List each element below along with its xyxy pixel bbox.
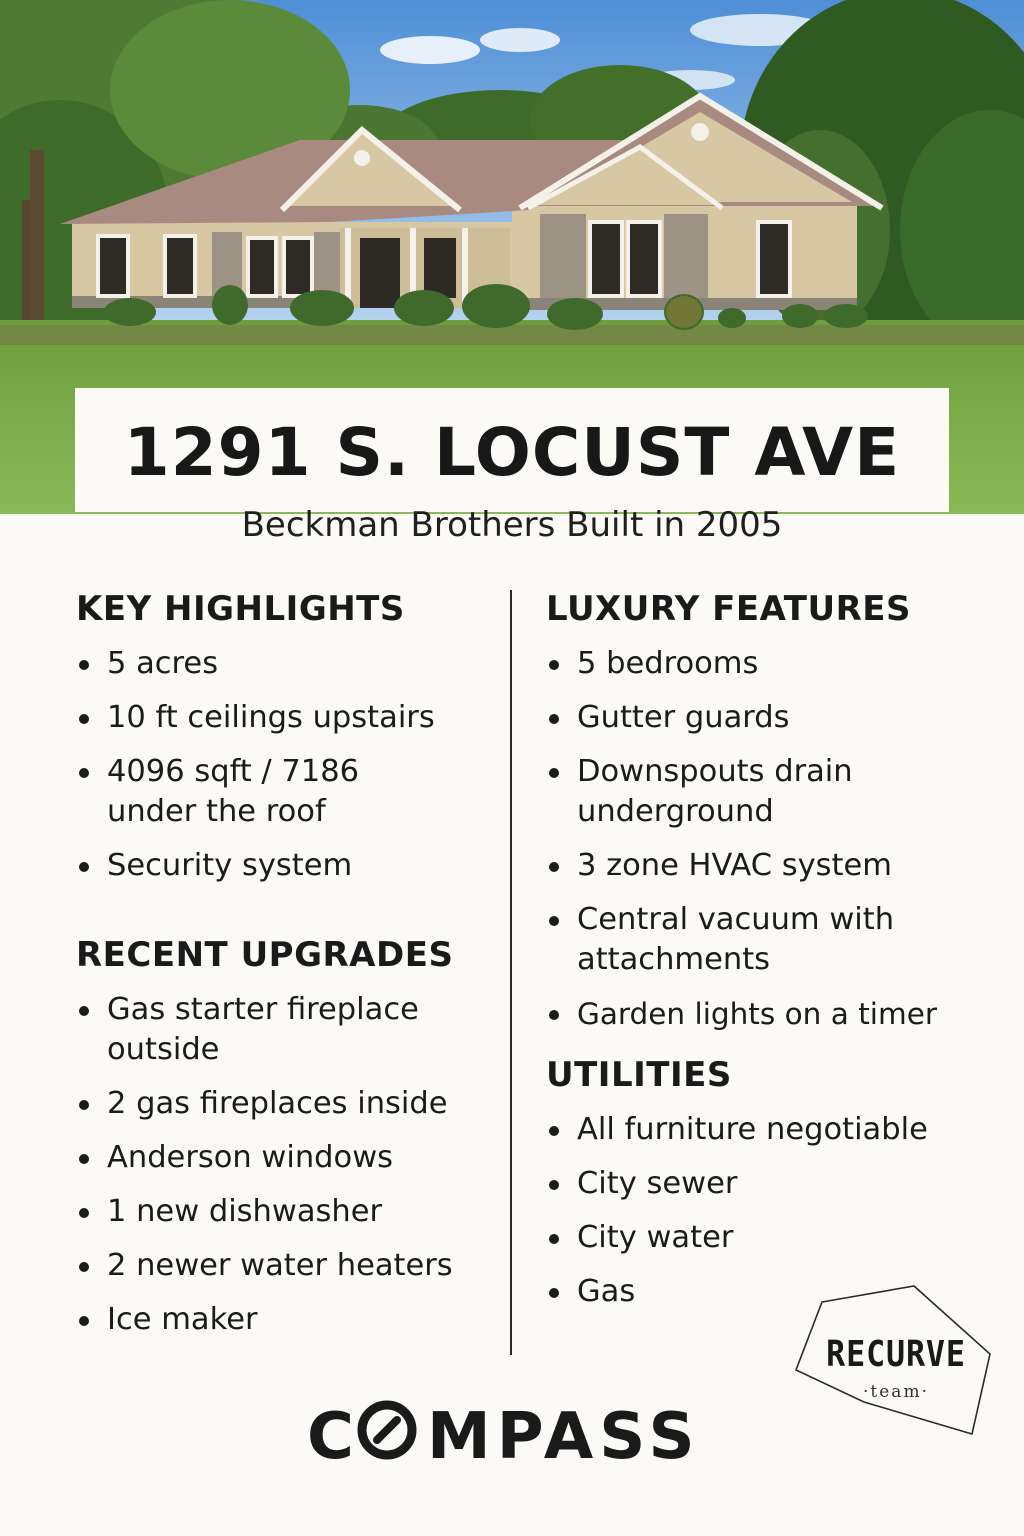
list-item: Garden lights on a timer	[546, 994, 986, 1034]
svg-text:C: C	[307, 1400, 360, 1468]
list-item: 4096 sqft / 7186 under the roof	[76, 752, 407, 832]
list-item: Gas starter fireplace outside	[76, 990, 477, 1070]
list-item: 5 acres	[76, 644, 496, 684]
list-item: 3 zone HVAC system	[546, 846, 986, 886]
right-column	[546, 588, 986, 1326]
list-item: Ice maker	[76, 1300, 496, 1340]
list-item: 5 bedrooms	[546, 644, 986, 684]
team-sub: ·team·	[863, 1382, 929, 1402]
list-item: Gas	[546, 1272, 986, 1312]
list-item: Gutter guards	[546, 698, 986, 738]
utilities-heading: UTILITIES	[546, 1055, 732, 1095]
list-item: 10 ft ceilings upstairs	[76, 698, 496, 738]
list-item: Central vacuum with attachments	[546, 900, 957, 980]
team-name: RECURVE	[826, 1334, 966, 1375]
recent-upgrades-heading: RECENT UPGRADES	[76, 935, 454, 975]
list-item: 1 new dishwasher	[76, 1192, 496, 1232]
listing-address: 1291 S. LOCUST AVE	[123, 414, 901, 491]
utilities-list	[546, 1110, 986, 1312]
compass-logo	[0, 1398, 1024, 1472]
list-item: Security system	[76, 846, 496, 886]
luxury-features-list	[546, 644, 986, 1034]
compass-wordmark	[307, 1398, 717, 1468]
list-item: 2 newer water heaters	[76, 1246, 496, 1286]
address-card	[75, 388, 949, 512]
column-divider	[510, 590, 512, 1355]
list-item: All furniture negotiable	[546, 1110, 986, 1150]
list-item: Downspouts drain underground	[546, 752, 917, 832]
list-item: 2 gas fireplaces inside	[76, 1084, 496, 1124]
key-highlights-heading: KEY HIGHLIGHTS	[76, 589, 405, 629]
key-highlights-list	[76, 644, 496, 886]
luxury-features-heading: LUXURY FEATURES	[546, 589, 911, 629]
list-item: City sewer	[546, 1164, 986, 1204]
recent-upgrades-list	[76, 990, 496, 1340]
list-item: City water	[546, 1218, 986, 1258]
left-column	[76, 588, 496, 1354]
listing-subtitle: Beckman Brothers Built in 2005	[241, 505, 783, 545]
list-item: Anderson windows	[76, 1138, 496, 1178]
svg-text:MPASS: MPASS	[427, 1400, 701, 1468]
